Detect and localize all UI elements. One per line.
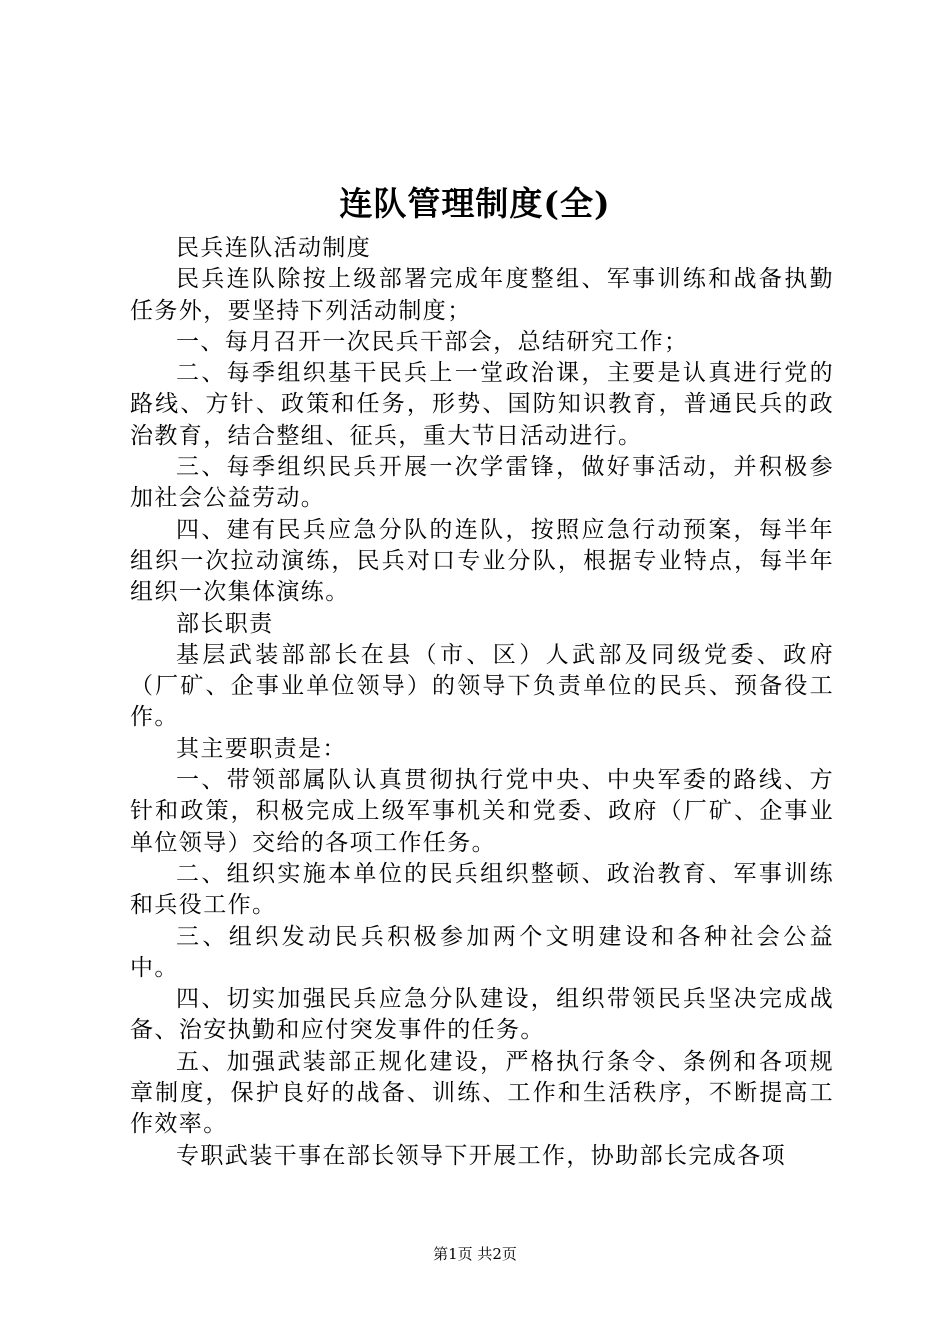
paragraph: 三、每季组织民兵开展一次学雷锋，做好事活动，并积极参加社会公益劳动。 [130, 454, 834, 512]
paragraph: 三、组织发动民兵积极参加两个文明建设和各种社会公益中。 [130, 923, 834, 981]
paragraph: 二、每季组织基干民兵上一堂政治课，主要是认真进行党的路线、方针、政策和任务，形势、国防知识教育，普通民兵的政治教育，结合整组、征兵，重大节日活动进行。 [130, 360, 834, 449]
paragraph: 部长职责 [176, 610, 274, 637]
paragraph: 四、建有民兵应急分队的连队，按照应急行动预案，每半年组织一次拉动演练，民兵对口专业分队，根据专业特点，每半年组织一次集体演练。 [130, 516, 834, 606]
paragraph: 民兵连队除按上级部署完成年度整组、军事训练和战备执勤任务外，要坚持下列活动制度； [130, 266, 834, 324]
paragraph: 基层武装部部长在县（市、区）人武部及同级党委、政府（厂矿、企事业单位领导）的领导下负责单位的民兵、预备役工作。 [130, 641, 834, 731]
paragraph: 二、组织实施本单位的民兵组织整顿、政治教育、军事训练和兵役工作。 [130, 860, 834, 919]
paragraph: 一、每月召开一次民兵干部会，总结研究工作； [176, 328, 689, 355]
paragraph: 四、切实加强民兵应急分队建设，组织带领民兵坚决完成战备、治安执勤和应付突发事件的任务。 [130, 986, 834, 1044]
page-footer: 第1页 共2页 [433, 1245, 517, 1263]
paragraph: 民兵连队活动制度 [176, 235, 372, 261]
document-title: 连队管理制度(全) [339, 184, 611, 223]
paragraph: 其主要职责是： [176, 735, 347, 762]
document-body [130, 233, 834, 1172]
paragraph: 一、带领部属队认真贯彻执行党中央、中央军委的路线、方针和政策，积极完成上级军事机关和党委、政府（厂矿、企事业单位领导）交给的各项工作任务。 [130, 767, 834, 856]
paragraph: 专职武装干事在部长领导下开展工作，协助部长完成各项 [176, 1142, 786, 1169]
paragraph: 五、加强武装部正规化建设，严格执行条令、条例和各项规章制度，保护良好的战备、训练、工作和生活秩序，不断提高工作效率。 [130, 1048, 834, 1138]
